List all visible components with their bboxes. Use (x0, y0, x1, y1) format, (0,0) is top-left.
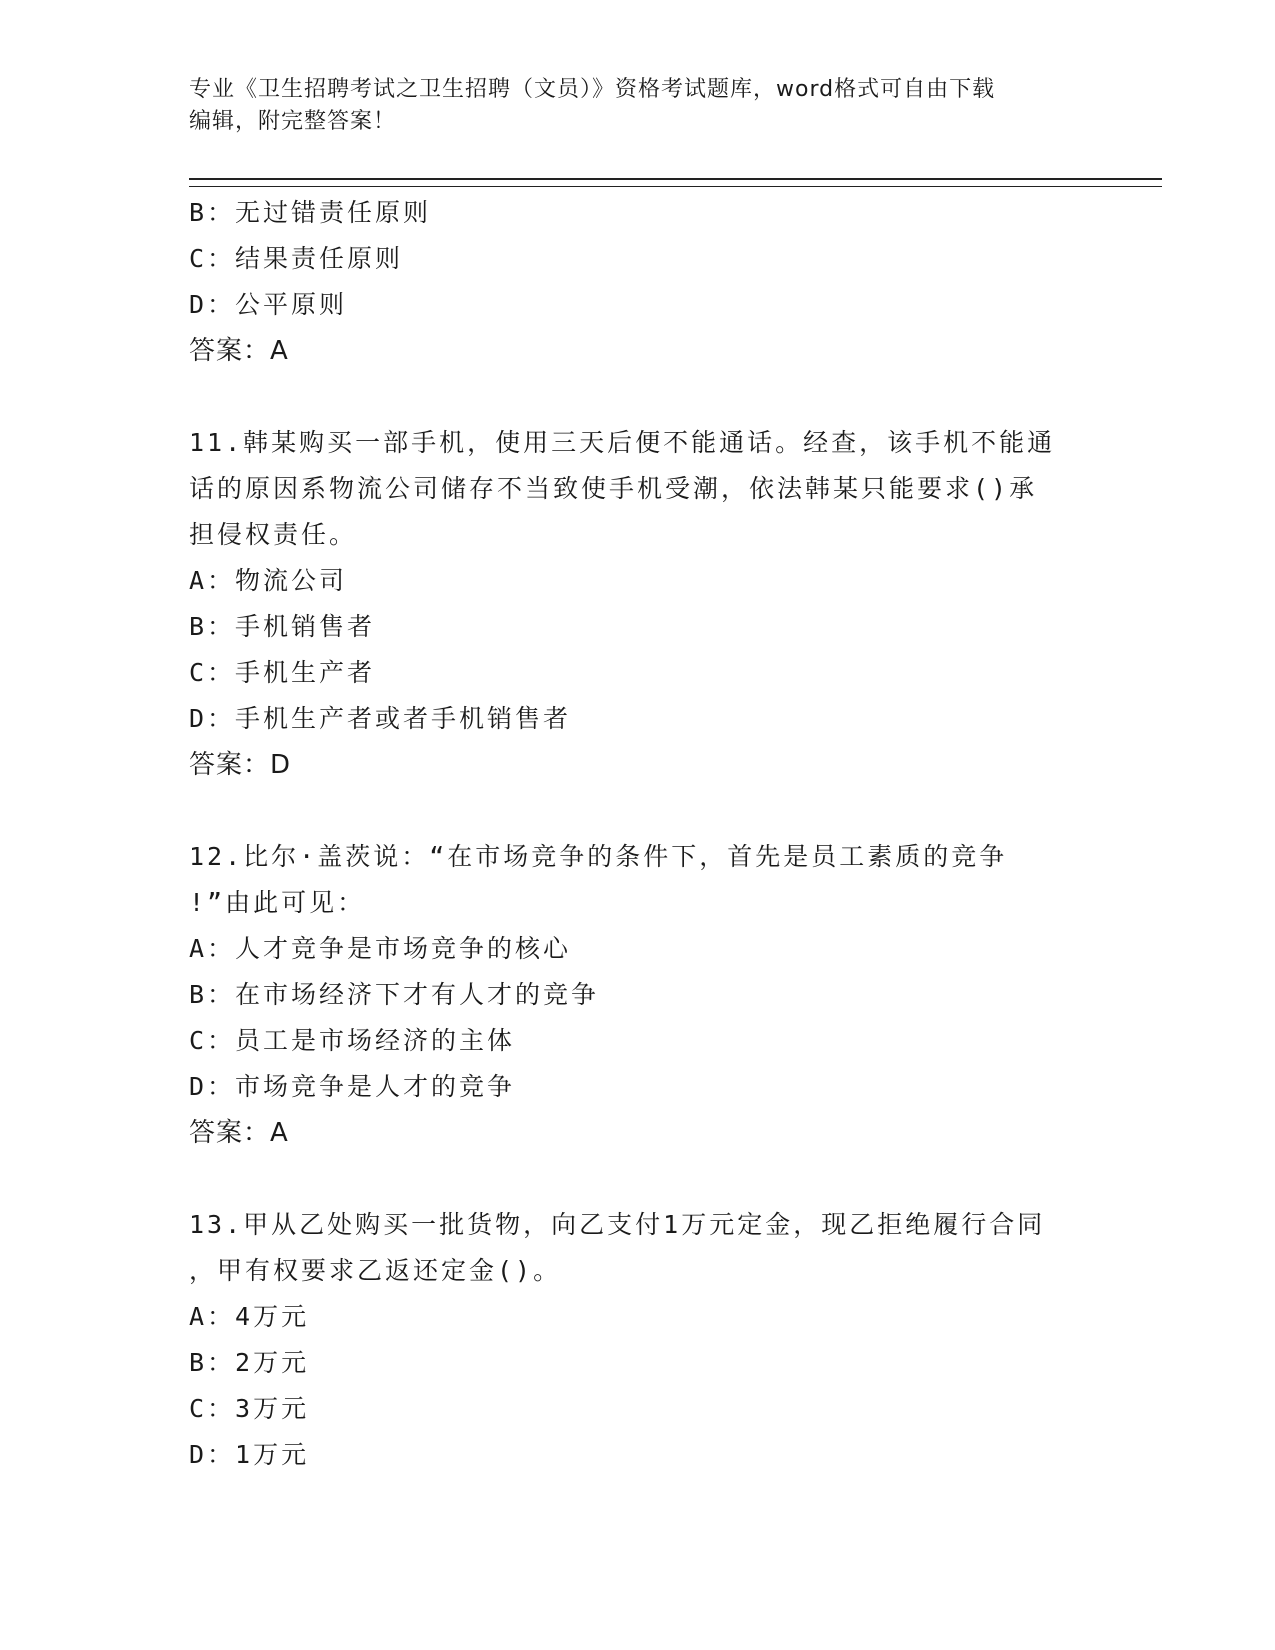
question-11 (189, 420, 1089, 788)
option-b: B：2万元 (189, 1348, 310, 1377)
option-c: C：手机生产者 (189, 658, 376, 687)
option-a: A：4万元 (189, 1302, 310, 1331)
answer-line: 答案：D (189, 750, 292, 780)
option-c: C：员工是市场经济的主体 (189, 1026, 516, 1055)
option-b: B：手机销售者 (189, 612, 376, 641)
option-d: D：公平原则 (189, 290, 348, 319)
question-stem-line: 12.比尔·盖茨说：“在市场竞争的条件下，首先是员工素质的竞争 (189, 842, 1008, 871)
option-c: C：3万元 (189, 1394, 310, 1423)
spacer (189, 788, 1089, 834)
question-stem-line: 担侵权责任。 (189, 520, 358, 549)
option-c: C：结果责任原则 (189, 244, 404, 273)
document-body (189, 190, 1089, 1478)
option-a: A：人才竞争是市场竞争的核心 (189, 934, 572, 963)
option-b: B：在市场经济下才有人才的竞争 (189, 980, 600, 1009)
question-12 (189, 834, 1089, 1156)
option-d: D：市场竞争是人才的竞争 (189, 1072, 516, 1101)
option-b: B：无过错责任原则 (189, 198, 432, 227)
header-line-2: 编辑，附完整答案！ (189, 109, 397, 134)
header-divider (189, 178, 1162, 187)
question-stem-line: !”由此可见： (189, 888, 366, 917)
answer-line: 答案：A (189, 1118, 289, 1148)
page-header (189, 74, 1089, 138)
header-line-1: 专业《卫生招聘考试之卫生招聘（文员）》资格考试题库，word格式可自由下载 (189, 77, 996, 102)
question-stem-line: 话的原因系物流公司储存不当致使手机受潮，依法韩某只能要求()承 (189, 474, 1038, 503)
question-stem-line: 13.甲从乙处购买一批货物，向乙支付1万元定金，现乙拒绝履行合同 (189, 1210, 1046, 1239)
question-stem-line: 11.韩某购买一部手机，使用三天后便不能通话。经查，该手机不能通 (189, 428, 1056, 457)
question-stem-line: ，甲有权要求乙返还定金()。 (189, 1256, 562, 1285)
question-13 (189, 1202, 1089, 1478)
answer-line: 答案：A (189, 336, 289, 366)
spacer (189, 374, 1089, 420)
option-d: D：手机生产者或者手机销售者 (189, 704, 572, 733)
question-10-remainder (189, 190, 1089, 374)
option-a: A：物流公司 (189, 566, 348, 595)
option-d: D：1万元 (189, 1440, 310, 1469)
spacer (189, 1156, 1089, 1202)
